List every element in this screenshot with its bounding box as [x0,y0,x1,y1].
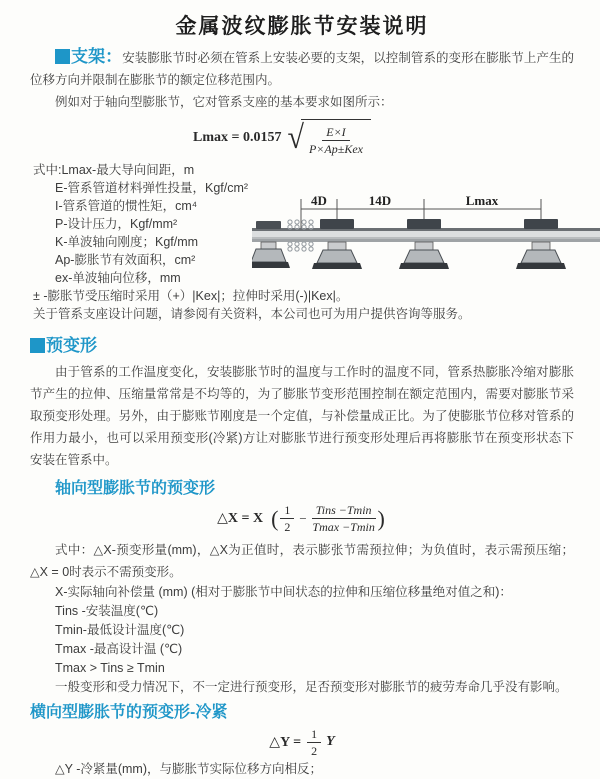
axial-definitions [30,583,574,697]
definition-line: Ap-膨胀节有效面积，cm² [55,252,196,267]
lateral-formula-rhs: Y [326,734,335,750]
definition-line: Tins -安装温度(℃) [55,603,159,618]
definition-line: ± -膨胀节受压缩时采用（+）|Kex|；拉伸时采用(-)|Kex|。 [33,288,349,303]
dim-label-4d: 4D [311,192,327,208]
definition-note: 关于管系支座设计问题，请参阅有关资料，本公司也可为用户提供咨询等服务。 [33,306,471,321]
pipe-support-icon [399,219,449,269]
page-title: 金属波纹膨胀节安装说明 [175,15,429,38]
definition-line: 式中:Lmax-最大导向间距，m [33,162,195,177]
half-numerator: 1 [307,727,321,743]
close-paren: ) [377,505,385,531]
section-square-icon [55,49,70,64]
half-denominator: 2 [311,743,318,758]
lmax-formula-lhs: Lmax = 0.0157 [193,129,282,145]
lateral-formula-lhs: △Y = [269,734,302,750]
open-paren: ( [271,505,279,531]
support-section-heading: 支架： [71,47,123,66]
lateral-formula [30,727,574,759]
definition-line: K-单波轴向刚度；Kgf/mm [55,234,199,249]
section-square-icon [30,338,45,353]
lmax-formula [30,119,534,157]
lateral-subsection-heading: 横向型膨胀节的预变形-冷紧 [30,703,228,721]
axial-formula-lhs: △X = X [217,511,264,527]
pipe-support-icon [516,219,566,269]
lmax-formula-numerator: E×I [322,125,349,141]
support-example-text: 例如对于轴向型膨胀节，它对管系支座的基本要求如图所示： [55,95,393,109]
half-denominator: 2 [284,520,291,535]
definition-line: Tmax > Tins ≥ Tmin [55,660,165,675]
pipe-support-diagram [252,191,600,291]
definition-line: X-实际轴向补偿量 (mm) (相对于膨胀节中间状态的拉伸和压缩位移量绝对值之和)： [55,584,512,599]
temp-numerator: Tins −Tmin [312,503,376,519]
lmax-formula-denominator: P×Ap±Kex [308,142,363,157]
temp-denominator: Tmax −Tmin [312,520,375,535]
predeform-paragraph: 由于管系的工作温度变化，安装膨胀节时的温度与工作时的温度不同，管系热膨胀冷缩对膨胀节产生的拉伸、压缩量常常是不均等的，为了膨胀节变形范围控制在额定范围内，需要对膨胀节采取预变形处理。另外，由于膨账节刚度是一个定值，与补偿量成正比。为了使膨胀节位移对管系的作用力最小，也可以采用预变形(冷紧)方让对膨胀节进行预变形处理后再将膨胀节在预变形状态下安装在管系中。 [30,364,574,467]
sqrt-expression [288,119,371,157]
axial-explanation: 式中：△X-预变形量(mm)，△X为正值时，表示膨张节需预拉伸；为负值时，表示需预压缩；△X = 0时表示不需预变形。 [30,542,574,579]
minus-operator: − [299,510,307,526]
predeform-heading-label: 预变形 [46,335,97,355]
lateral-explanation: △Y -冷紧量(mm)，与膨胀节实际位移方向相反； [55,762,323,777]
definition-line: ex-单波轴向位移，mm [55,270,181,285]
sqrt-sign: √ [287,119,304,156]
axial-formula [30,503,574,535]
dim-label-14d: 14D [368,192,392,208]
definition-line: Tmin-最低设计温度(℃) [55,622,185,637]
pipe-support-icon [312,219,362,269]
half-numerator: 1 [280,503,294,519]
support-paragraph [30,46,574,91]
definition-note: 一般变形和受力情况下，不一定进行预变形，足否预变形对膨胀节的疲劳寿命几乎没有影响。 [55,679,568,694]
pipe [252,228,600,242]
definition-line: I-管系管道的惯性矩，cm⁴ [55,198,198,213]
definition-line: P-设计压力，Kgf/mm² [55,216,178,231]
formula-definitions [30,161,574,325]
predeform-section-heading [30,335,574,357]
axial-subsection-heading: 轴向型膨胀节的预变形 [55,479,216,497]
dim-label-lmax: Lmax [465,192,499,208]
definition-line: E-管系管道材料弹性投量，Kgf/cm² [55,180,249,195]
support-intro-text: 安装膨胀节时必须在管系上安装必要的支架，以控制管系的变形在膨胀节上产生的位移方向并限制在膨胀节的额定位移范围内。 [30,51,575,87]
definition-line: Tmax -最高设计温 (℃) [55,641,183,656]
